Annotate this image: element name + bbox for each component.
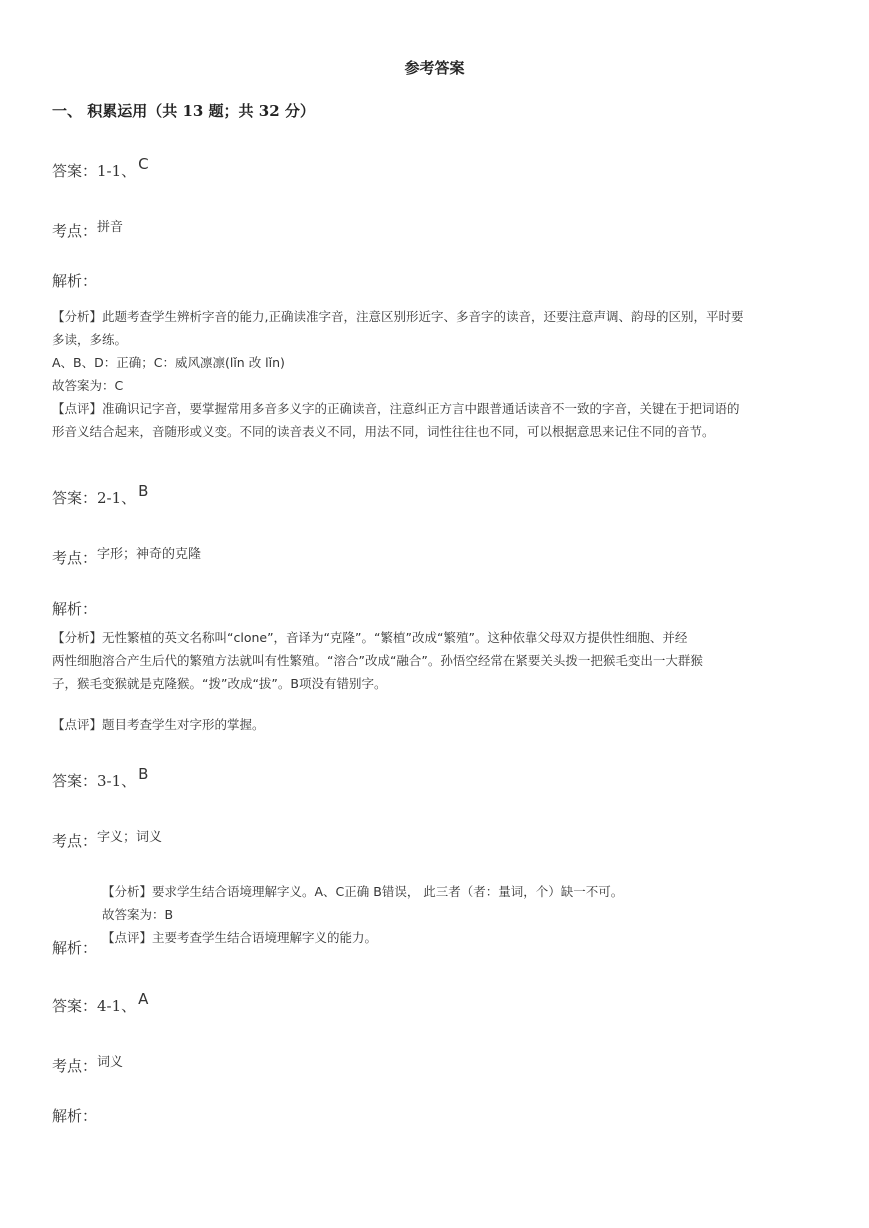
analysis-line: 【点评】主要考查学生结合语境理解字义的能力。 — [102, 930, 378, 945]
analysis-line: 【分析】此题考查学生辨析字音的能力,正确读准字音，注意区别形近字、多音字的读音，还要注意声调、韵母的区别，平时要 — [52, 309, 744, 324]
analysis-line: 【分析】无性繁植的英文名称叫“clone”，音译为“克隆”。“繁植”改成“繁殖”。这种依靠父母双方提供性细胞、并经 — [52, 630, 688, 645]
kaodian-label: 考点： — [52, 222, 98, 240]
kaodian-value: 字义；词义 — [97, 830, 163, 845]
answer-label: 答案： — [52, 997, 98, 1015]
analysis-line: 故答案为：C — [52, 378, 124, 393]
kaodian-value: 拼音 — [97, 220, 124, 235]
analysis-block-1 — [52, 305, 743, 443]
answer-line-1 — [52, 155, 149, 181]
section-heading: 一、 积累运用（共 13 题；共 32 分） — [52, 102, 315, 120]
kaodian-label: 考点： — [52, 1057, 98, 1075]
kaodian-line-4 — [52, 1055, 123, 1076]
answer-label: 答案： — [52, 162, 98, 180]
answer-value: C — [138, 155, 149, 173]
analysis-line: 形音义结合起来，音随形或义变。不同的读音表义不同，用法不同，词性往往也不同，可以根据意思来记住不同的音节。 — [52, 424, 715, 439]
analysis-line: 两性细胞溶合产生后代的繁殖方法就叫有性繁殖。“溶合”改成“融合”。孙悟空经常在紧要关头拨一把猴毛变出一大群猴 — [52, 653, 703, 668]
comment-2: 【点评】题目考查学生对字形的掌握。 — [52, 717, 265, 732]
answer-label: 答案： — [52, 489, 98, 507]
jiexi-label-1: 解析： — [52, 272, 98, 290]
question-number: 2-1、 — [97, 489, 137, 507]
question-number: 1-1、 — [97, 162, 137, 180]
answer-label: 答案： — [52, 772, 98, 790]
kaodian-label: 考点： — [52, 832, 98, 850]
analysis-line: A、B、D：正确；C：威风凛凛(lǐn 改 lǐn) — [52, 355, 285, 370]
analysis-block-3 — [102, 880, 623, 949]
analysis-line: 多读，多练。 — [52, 332, 128, 347]
jiexi-label-3: 解析： — [52, 939, 98, 957]
analysis-block-2 — [52, 626, 703, 695]
question-number: 3-1、 — [97, 772, 137, 790]
jiexi-label-2: 解析： — [52, 600, 98, 618]
answer-line-3 — [52, 765, 149, 791]
kaodian-value: 字形；神奇的克隆 — [97, 547, 202, 562]
analysis-line: 【点评】准确识记字音，要掌握常用多音多义字的正确读音，注意纠正方言中跟普通话读音不一致的字音，关键在于把词语的 — [52, 401, 740, 416]
kaodian-line-3 — [52, 830, 162, 851]
answer-line-2 — [52, 482, 149, 508]
kaodian-line-2 — [52, 547, 201, 568]
kaodian-line-1 — [52, 220, 123, 241]
analysis-line: 【分析】要求学生结合语境理解字义。A、C正确 B错误， 此三者（者：量词，个）缺一不可。 — [102, 884, 624, 899]
question-number: 4-1、 — [97, 997, 137, 1015]
answer-value: A — [138, 990, 149, 1008]
analysis-line: 子，猴毛变猴就是克隆猴。“拨”改成“拔”。B项没有错别字。 — [52, 676, 387, 691]
kaodian-value: 词义 — [97, 1055, 124, 1070]
answer-value: B — [138, 482, 149, 500]
jiexi-label-4: 解析： — [52, 1107, 98, 1125]
analysis-line: 故答案为：B — [102, 907, 174, 922]
page-title: 参考答案 — [404, 59, 465, 77]
answer-value: B — [138, 765, 149, 783]
answer-line-4 — [52, 990, 149, 1016]
kaodian-label: 考点： — [52, 549, 98, 567]
